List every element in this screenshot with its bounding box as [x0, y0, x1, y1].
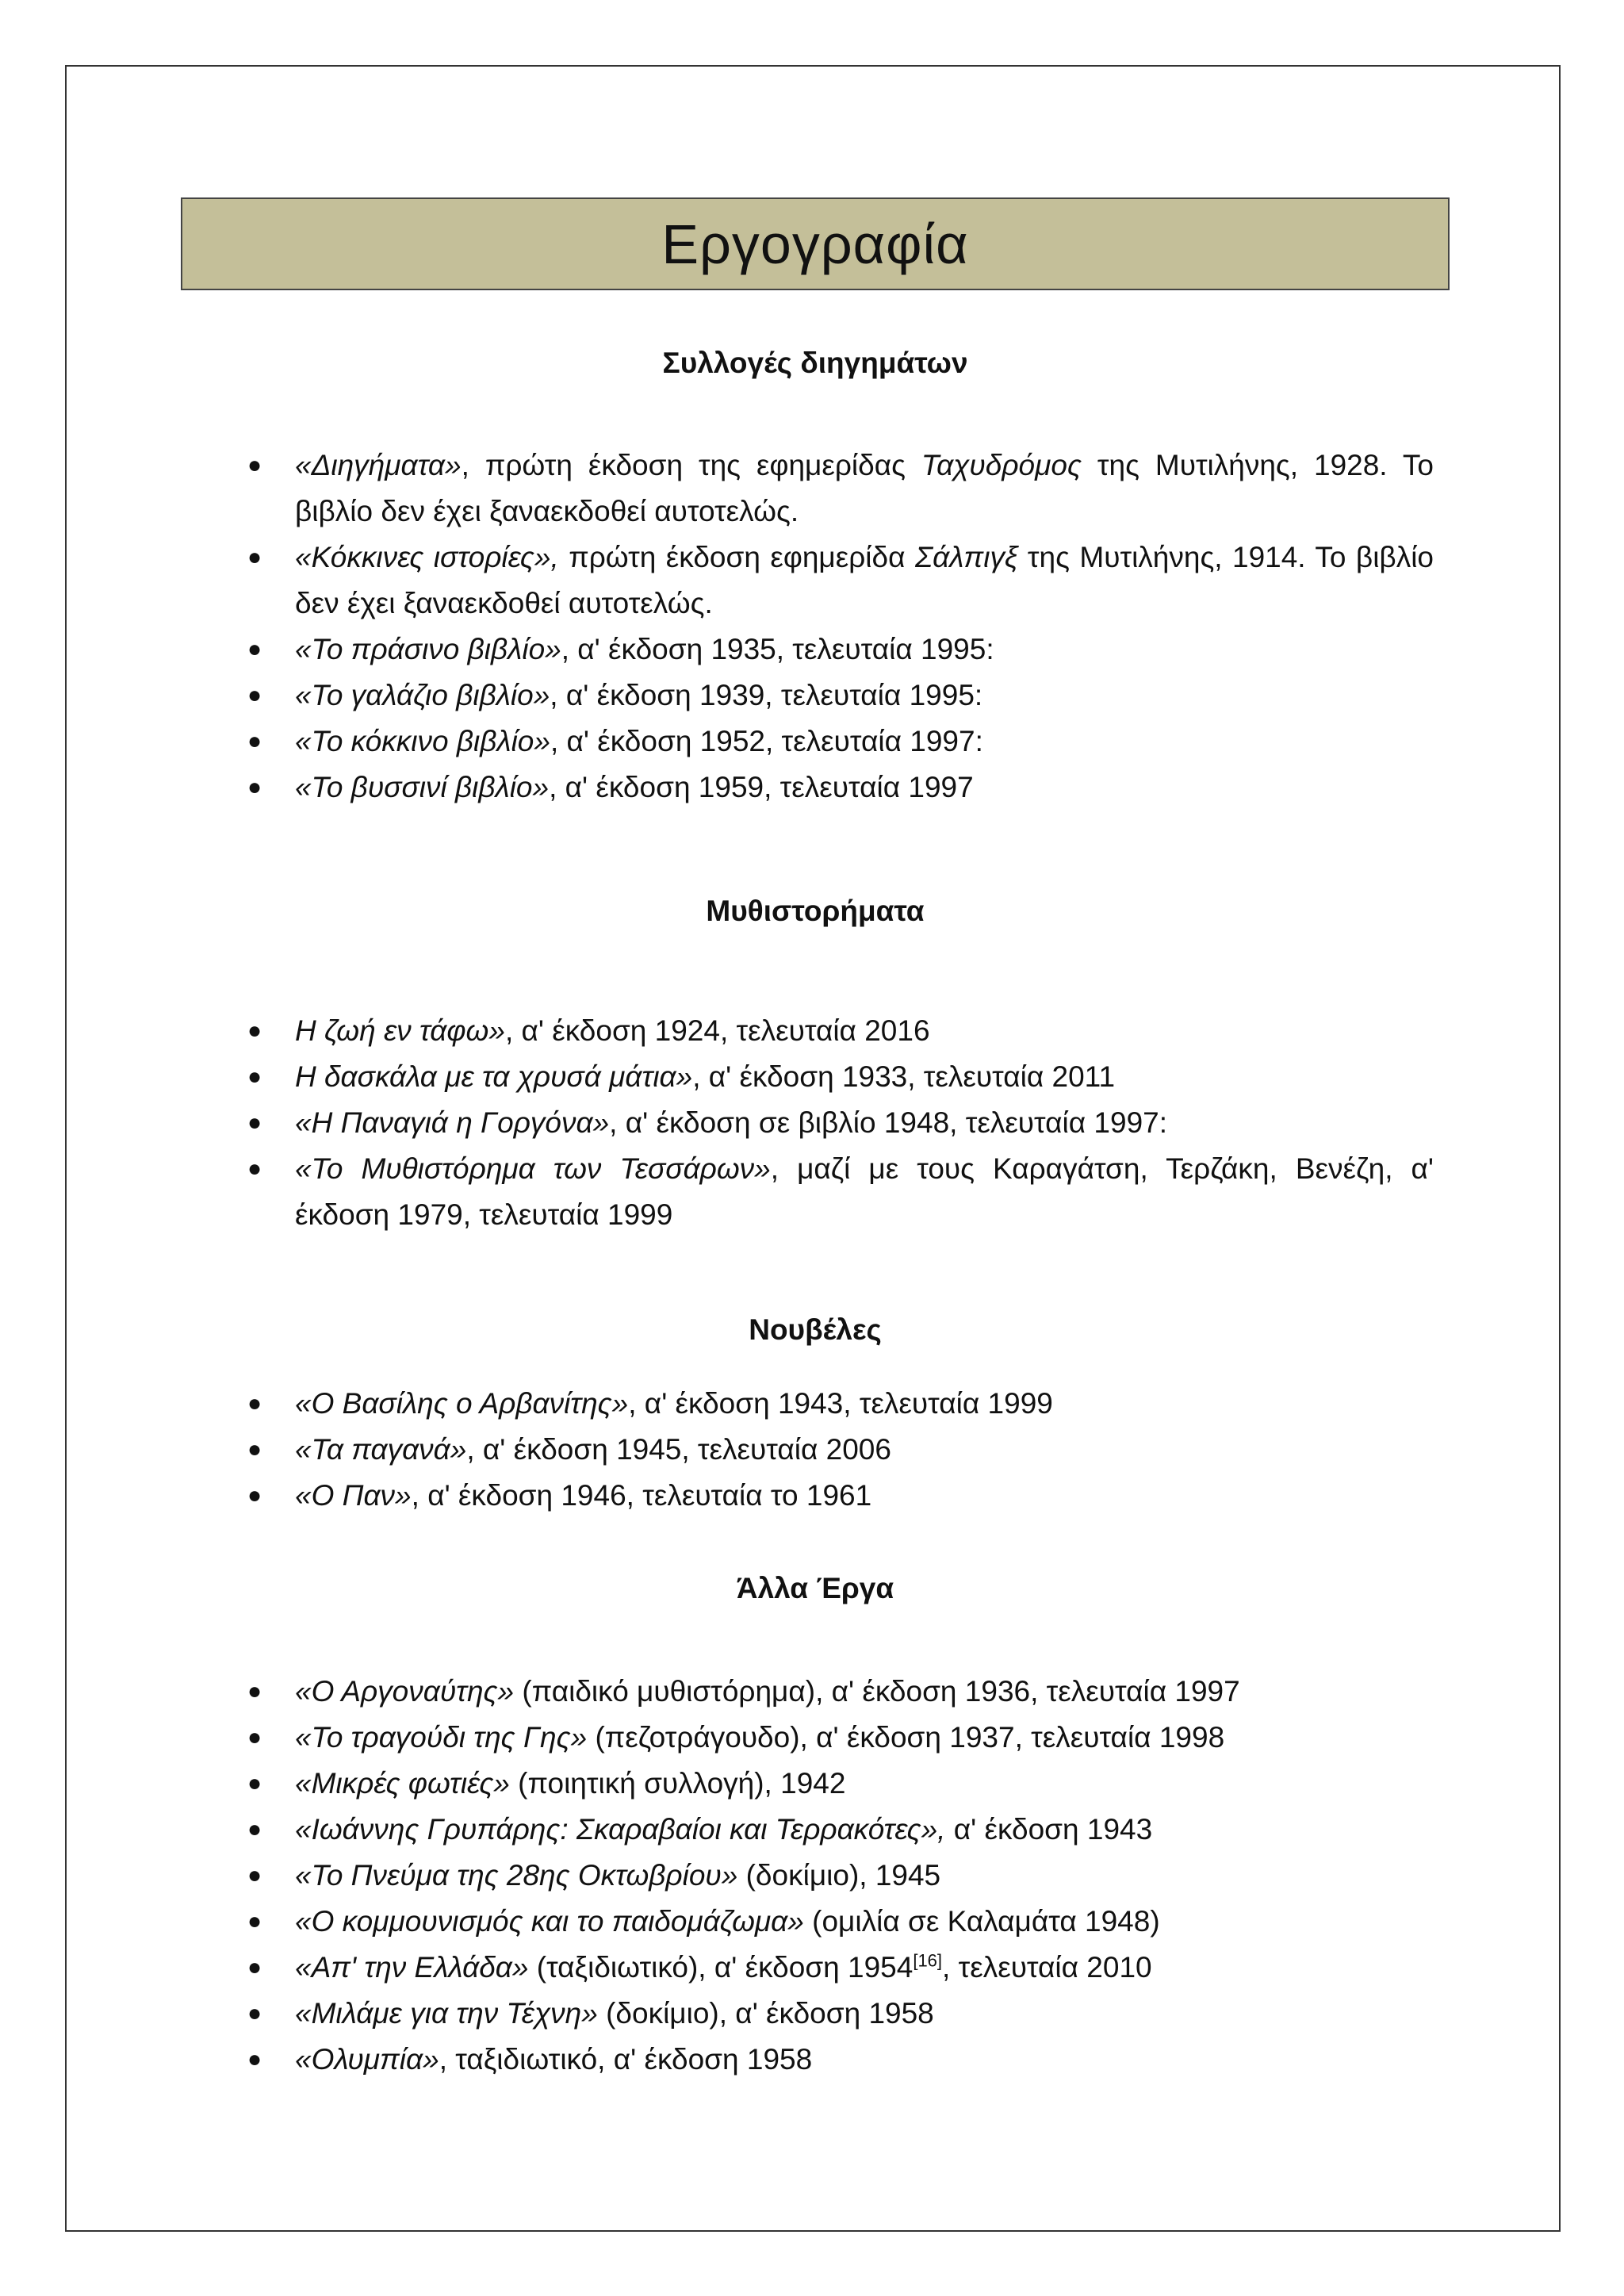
list-item: ● «Μιλάμε για την Τέχνη» (δοκίμιο), α' έκδοση 1958: [238, 1991, 1434, 2037]
bullet-icon: ●: [247, 636, 262, 662]
bullet-icon: ●: [247, 1156, 262, 1182]
list-item: ● «Το γαλάζιο βιβλίο», α' έκδοση 1939, τελευταία 1995:: [238, 673, 1434, 719]
bullet-icon: ●: [247, 1678, 262, 1704]
list-short-stories: [238, 443, 1434, 811]
list-item: ● «Ο Αργοναύτης» (παιδικό μυθιστόρημα), α' έκδοση 1936, τελευταία 1997: [238, 1669, 1434, 1715]
list-item: ● Η δασκάλα με τα χρυσά μάτια», α' έκδοση 1933, τελευταία 2011: [238, 1054, 1434, 1100]
list-item: ● «Ο Παν», α' έκδοση 1946, τελευταία το 1961: [238, 1473, 1434, 1519]
list-item: ● «Ιωάννης Γρυπάρης: Σκαραβαίοι και Τερρακότες», α' έκδοση 1943: [238, 1807, 1434, 1853]
page-title: Εργογραφία: [661, 213, 969, 275]
bullet-icon: ●: [247, 682, 262, 708]
list-item: ● «Το Μυθιστόρημα των Τεσσάρων», μαζί με τους Καραγάτση, Τερζάκη, Βενέζη, α' έκδοση 1979, τελευταία 1999: [238, 1146, 1434, 1238]
list-item: ● «Διηγήματα», πρώτη έκδοση της εφημερίδας Ταχυδρόμος της Μυτιλήνης, 1928. Το βιβλίο δεν έχει ξαναεκδοθεί αυτοτελώς.: [238, 443, 1434, 535]
list-novellas: [238, 1381, 1434, 1519]
list-item: ● «Το κόκκινο βιβλίο», α' έκδοση 1952, τελευταία 1997:: [238, 719, 1434, 765]
list-item: ● «Το πράσινο βιβλίο», α' έκδοση 1935, τελευταία 1995:: [238, 627, 1434, 673]
list-item: ● «Απ' την Ελλάδα» (ταξιδιωτικό), α' έκδοση 1954[16], τελευταία 2010: [238, 1945, 1434, 1991]
bullet-icon: ●: [247, 728, 262, 754]
bullet-icon: ●: [247, 1724, 262, 1750]
bullet-icon: ●: [247, 2046, 262, 2072]
bullet-icon: ●: [247, 774, 262, 800]
bullet-icon: ●: [247, 452, 262, 478]
bullet-icon: ●: [247, 1018, 262, 1044]
list-item: ● «Μικρές φωτιές» (ποιητική συλλογή), 1942: [238, 1761, 1434, 1807]
list-item: ● «Το τραγούδι της Γης» (πεζοτράγουδο), α' έκδοση 1937, τελευταία 1998: [238, 1715, 1434, 1761]
bullet-icon: ●: [247, 544, 262, 570]
bullet-icon: ●: [247, 1862, 262, 1888]
list-item: ● «Ολυμπία», ταξιδιωτικό, α' έκδοση 1958: [238, 2037, 1434, 2083]
section-heading-novels: Μυθιστορήματα: [706, 895, 925, 927]
list-item: ● «Το Πνεύμα της 28ης Οκτωβρίου» (δοκίμιο), 1945: [238, 1853, 1434, 1899]
bullet-icon: ●: [247, 1064, 262, 1090]
list-item: ● «Κόκκινες ιστορίες», πρώτη έκδοση εφημερίδα Σάλπιγξ της Μυτιλήνης, 1914. Το βιβλίο δεν έχει ξαναεκδοθεί αυτοτελώς.: [238, 535, 1434, 627]
list-item: ● «Η Παναγιά η Γοργόνα», α' έκδοση σε βιβλίο 1948, τελευταία 1997:: [238, 1100, 1434, 1146]
bullet-icon: ●: [247, 1908, 262, 1934]
section-heading-novellas: Νουβέλες: [749, 1313, 882, 1346]
list-other-works: [238, 1669, 1434, 2083]
bullet-icon: ●: [247, 1110, 262, 1136]
section-heading-other-works: Άλλα Έργα: [736, 1572, 894, 1604]
list-item: ● «Τα παγανά», α' έκδοση 1945, τελευταία 2006: [238, 1427, 1434, 1473]
bullet-icon: ●: [247, 1436, 262, 1462]
bullet-icon: ●: [247, 1390, 262, 1416]
bullet-icon: ●: [247, 2000, 262, 2026]
section-heading-short-stories: Συλλογές διηγημάτων: [662, 347, 968, 379]
list-item: ● Η ζωή εν τάφω», α' έκδοση 1924, τελευταία 2016: [238, 1008, 1434, 1054]
list-item: ● «Ο κομμουνισμός και το παιδομάζωμα» (ομιλία σε Καλαμάτα 1948): [238, 1899, 1434, 1945]
list-novels: [238, 1008, 1434, 1238]
list-item: ● «Ο Βασίλης ο Αρβανίτης», α' έκδοση 1943, τελευταία 1999: [238, 1381, 1434, 1427]
footnote-ref[interactable]: [16]: [913, 1950, 943, 1971]
bullet-icon: ●: [247, 1954, 262, 1980]
title-banner: [181, 197, 1450, 290]
list-item: ● «Το βυσσινί βιβλίο», α' έκδοση 1959, τελευταία 1997: [238, 765, 1434, 811]
bullet-icon: ●: [247, 1816, 262, 1842]
bullet-icon: ●: [247, 1482, 262, 1508]
bullet-icon: ●: [247, 1770, 262, 1796]
